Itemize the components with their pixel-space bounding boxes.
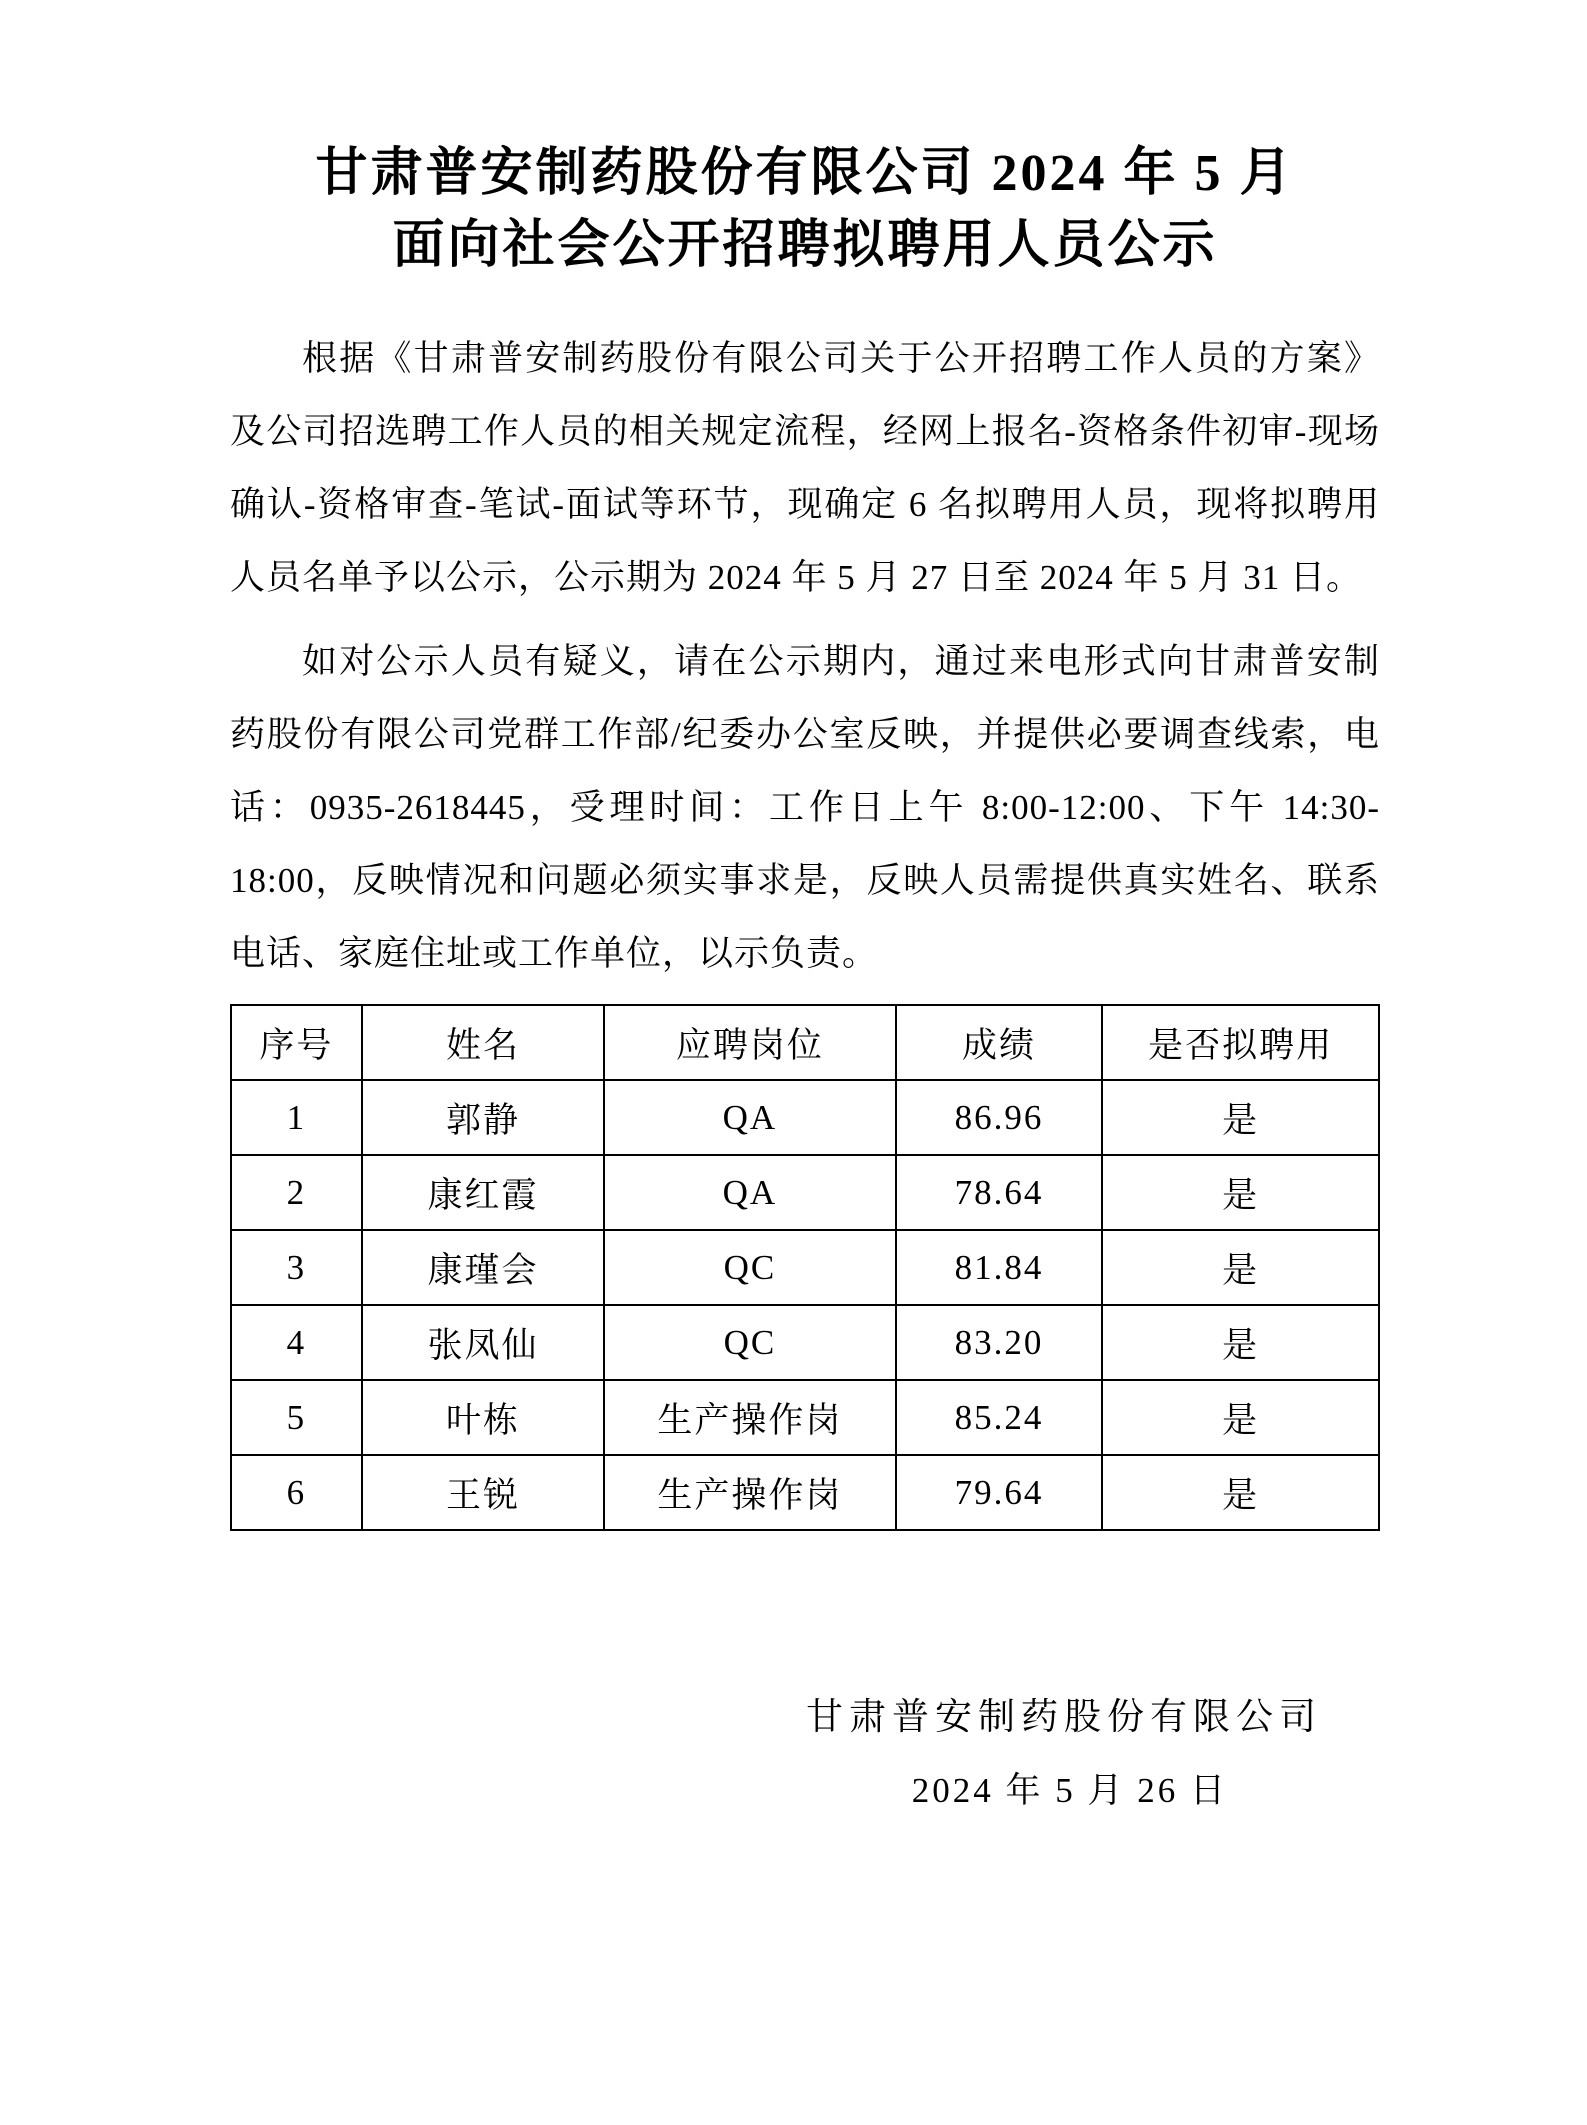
cell-score: 86.96 (896, 1080, 1103, 1155)
cell-hired: 是 (1102, 1305, 1379, 1380)
cell-seq: 6 (231, 1455, 362, 1530)
cell-score: 81.84 (896, 1230, 1103, 1305)
table-row (231, 1155, 1379, 1230)
document-title (230, 138, 1380, 282)
table-header-row (231, 1005, 1379, 1080)
paragraph-1: 根据《甘肃普安制药股份有限公司关于公开招聘工作人员的方案》及公司招选聘工作人员的相关规定流程，经网上报名-资格条件初审-现场确认-资格审查-笔试-面试等环节，现确定 6 名拟聘用人员，现将拟聘用人员名单予以公示，公示期为 2024 年 5 月 27 日至 2024 年 5 月 31 日。 (230, 339, 1380, 597)
header-hired: 是否拟聘用 (1102, 1005, 1379, 1080)
cell-seq: 5 (231, 1380, 362, 1455)
cell-name: 康瑾会 (362, 1230, 604, 1305)
header-position: 应聘岗位 (604, 1005, 896, 1080)
cell-score: 83.20 (896, 1305, 1103, 1380)
header-score: 成绩 (896, 1005, 1103, 1080)
paragraph-2: 如对公示人员有疑义，请在公示期内，通过来电形式向甘肃普安制药股份有限公司党群工作部/纪委办公室反映，并提供必要调查线索，电话：0935-2618445，受理时间：工作日上午 8:00-12:00、下午 14:30-18:00，反映情况和问题必须实事求是，反映人员需提供真实姓名、联系电话、家庭住址或工作单位，以示负责。 (230, 642, 1380, 973)
cell-seq: 4 (231, 1305, 362, 1380)
cell-hired: 是 (1102, 1380, 1379, 1455)
cell-name: 张凤仙 (362, 1305, 604, 1380)
cell-name: 王锐 (362, 1455, 604, 1530)
table-row (231, 1230, 1379, 1305)
cell-name: 康红霞 (362, 1155, 604, 1230)
cell-name: 郭静 (362, 1080, 604, 1155)
cell-name: 叶栋 (362, 1380, 604, 1455)
hiring-table (230, 1004, 1380, 1531)
publish-date: 2024 年 5 月 26 日 (911, 1771, 1228, 1810)
cell-hired: 是 (1102, 1230, 1379, 1305)
table-row (231, 1380, 1379, 1455)
cell-score: 79.64 (896, 1455, 1103, 1530)
cell-hired: 是 (1102, 1455, 1379, 1530)
table-row (231, 1305, 1379, 1380)
cell-hired: 是 (1102, 1155, 1379, 1230)
title-line-1: 甘肃普安制药股份有限公司 2024 年 5 月 (315, 145, 1295, 202)
cell-seq: 1 (231, 1080, 362, 1155)
table-row (231, 1455, 1379, 1530)
cell-seq: 3 (231, 1230, 362, 1305)
cell-score: 78.64 (896, 1155, 1103, 1230)
cell-hired: 是 (1102, 1080, 1379, 1155)
header-name: 姓名 (362, 1005, 604, 1080)
cell-position: QC (604, 1305, 896, 1380)
cell-seq: 2 (231, 1155, 362, 1230)
cell-position: QA (604, 1155, 896, 1230)
title-line-2: 面向社会公开招聘拟聘用人员公示 (392, 217, 1218, 274)
cell-position: QA (604, 1080, 896, 1155)
document-body (230, 322, 1380, 990)
document-footer (230, 1681, 1380, 1827)
header-seq: 序号 (231, 1005, 362, 1080)
table-row (231, 1080, 1379, 1155)
signature: 甘肃普安制药股份有限公司 (806, 1697, 1322, 1738)
cell-position: 生产操作岗 (604, 1455, 896, 1530)
cell-position: 生产操作岗 (604, 1380, 896, 1455)
cell-position: QC (604, 1230, 896, 1305)
cell-score: 85.24 (896, 1380, 1103, 1455)
